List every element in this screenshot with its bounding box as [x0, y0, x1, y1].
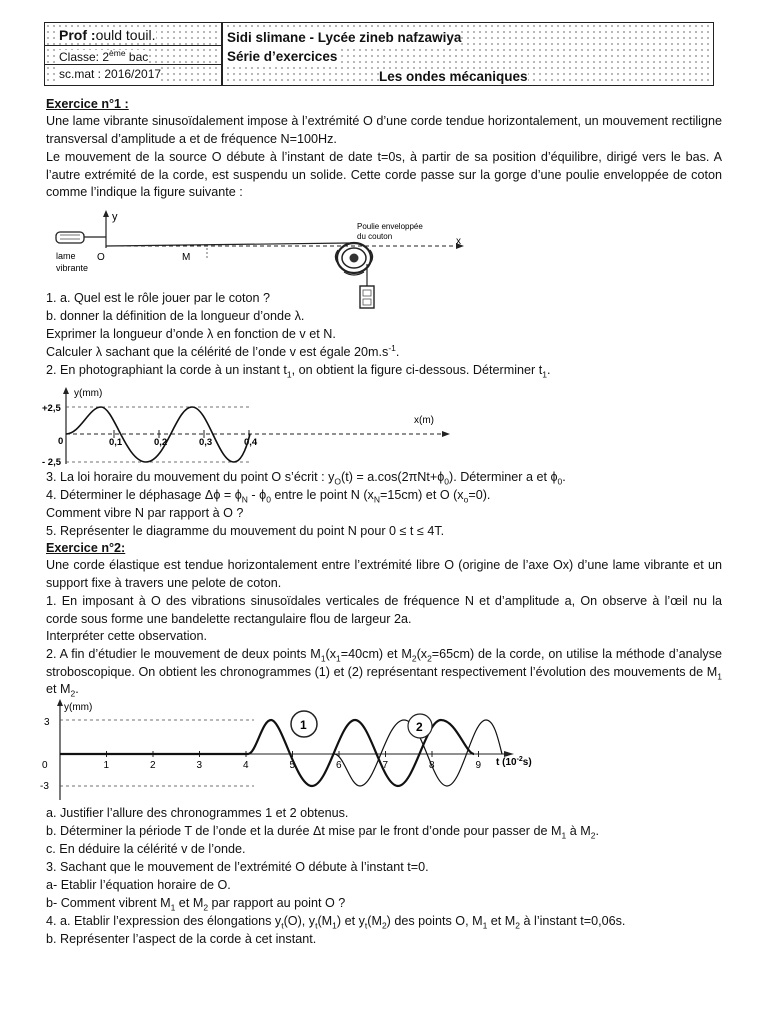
poulie-label-1: Poulie enveloppée [357, 222, 423, 231]
ex1-paragraph-1: Une lame vibrante sinusoïdalement impose à l’extrémité O d’une corde tendue horizontalement, un mouvement rectiligne transversal d’amplitude a et de fréquence N=100Hz. [46, 114, 722, 146]
ex1-question-2: 2. En photographiant la corde à un instant $t_1$, on obtient la figure ci-dessous. Déterminer $t_1$. [46, 363, 551, 380]
t-tick-label: 2 [150, 760, 156, 771]
ex2-question-3b: b- Comment vibrent $M_1$ et $M_2$ par rapport au point O ? [46, 896, 346, 913]
ex1-question-1a: 1. a. Quel est le rôle jouer par le coton ? [46, 291, 271, 305]
t-axis-label: t $(10^{-2}s)$ [496, 756, 532, 768]
ex1-question-4b: Comment vibre N par rapport à O ? [46, 506, 244, 520]
header-separator [221, 23, 223, 85]
point-m-label: M [182, 252, 191, 263]
ex2-question-1b: Interpréter cette observation. [46, 629, 208, 643]
ex2-question-c: c. En déduire la célérité v de l’onde. [46, 842, 246, 856]
ex1-question-4: 4. Déterminer le déphasage $\Delta\phi = \phi_N - \phi_0$ entre le point N $(x_N=15cm)$ et O $(x_o=0)$. [46, 488, 491, 505]
school-name: Sidi slimane - Lycée zineb nafzawiya [227, 30, 462, 45]
ex1-paragraph-2: Le mouvement de la source O débute à l’instant de date t=0s, à partir de sa position d’équilibre, dirigé vers le bas. A l’autre extrémité de la corde, est suspendu un solide. Cette corde passe sur la gorge d’une poulie enveloppée de coton comme l’indique la figure suivante : [46, 150, 722, 200]
t-tick-label: 9 [475, 760, 482, 771]
ex2-question-4a: 4. a. Etablir l’expression des élongations $y_t(O)$, $y_t(M_1)$ et $y_t(M_2)$ des points O, $M_1$ et $M_2$ à l’instant t=0,06s. [46, 914, 626, 931]
t-tick-label: 6 [336, 760, 342, 771]
rope-snapshot-figure [34, 384, 454, 470]
ex2-question-2: 2. A fin d’étudier le mouvement de deux points $M_1(x_1=40cm)$ et $M_2(x_2=65cm)$ de la corde, on utilise la méthode d’analyse stroboscopique. On obtient les chronogrammes (1) et (2) représentant respectivement l’évolution des mouvements de $M_1$ et $M_2$. [46, 647, 722, 699]
x-axis-label: x [456, 236, 461, 247]
chronogram-figure [34, 698, 554, 802]
ex2-question-3a: a- Etablir l’équation horaire de O. [46, 878, 231, 892]
prof-line: Prof :ould touil. [59, 27, 156, 43]
y-tick-bottom: -3 [40, 781, 49, 792]
x-tick-label: 0,4 [244, 437, 258, 448]
t-tick-label: 8 [429, 760, 435, 771]
ex2-question-3: 3. Sachant que le mouvement de l’extrémité O débute à l’instant t=0. [46, 860, 429, 874]
ex2-question-1: 1. En imposant à O des vibrations sinusoïdales verticales de fréquence N et d’amplitude a, On observe à l’œil nu la corde sous forme une bandelette rectangulaire flou de largeur 2a. [46, 594, 722, 626]
x-tick-label: 0,2 [154, 437, 168, 448]
header-divider [45, 64, 221, 65]
ex2-question-4b: b. Représenter l’aspect de la corde à cet instant. [46, 932, 317, 946]
x-axis-label: x(m) [414, 415, 434, 426]
t-tick-label: 5 [289, 760, 296, 771]
chronogram-2-label: 2 [416, 720, 423, 734]
y-tick-top: +2,5 [42, 403, 61, 414]
subject-title: Les ondes mécaniques [379, 69, 528, 84]
x-tick-label: 0,3 [199, 437, 213, 448]
t-tick-label: 3 [196, 760, 203, 771]
vibrante-label: vibrante [56, 263, 89, 273]
t-tick-label: 7 [382, 760, 389, 771]
t-tick-label: 1 [103, 760, 110, 771]
poulie-label-2: du couton [357, 232, 393, 241]
y-tick-zero: 0 [58, 436, 64, 447]
header-divider [45, 45, 221, 46]
series-title: Série d’exercices [227, 49, 338, 64]
ex1-question-1c: Exprimer la longueur d’onde λ en fonction de v et N. [46, 327, 336, 341]
x-ticks [109, 430, 258, 448]
y-tick-bottom: - 2,5 [42, 457, 62, 468]
header-table [44, 22, 714, 86]
ex2-question-b: b. Déterminer la période T de l’onde et la durée Δt mise par le front d’onde pour passer de $M_1$ à $M_2$. [46, 824, 599, 841]
t-tick-label: 0 [42, 760, 48, 771]
class-line: Classe: 2ème bac [59, 48, 149, 64]
t-tick-label: 4 [243, 760, 249, 771]
ex2-question-a: a. Justifier l’allure des chronogrammes 1 et 2 obtenus. [46, 806, 349, 820]
y-axis-label: y(mm) [74, 388, 103, 399]
y-axis-label: y [112, 211, 118, 223]
ex2-title: Exercice n°2: [46, 541, 126, 555]
x-tick-label: 0,1 [109, 437, 123, 448]
ex1-question-1d: Calculer λ sachant que la célérité de l’onde v est égale $20m.s^{-1}$. [46, 342, 400, 359]
ex2-paragraph-1: Une corde élastique est tendue horizontalement entre l’extrémité libre O (origine de l’axe Ox) d’une lame vibrante et un support fixe à travers une pelote de coton. [46, 558, 722, 590]
year-line: sc.mat : 2016/2017 [59, 67, 162, 81]
ex1-question-5: 5. Représenter le diagramme du mouvement du point N pour 0 ≤ t ≤ 4T. [46, 524, 445, 538]
ex1-title: Exercice n°1 : [46, 97, 129, 111]
y-tick-top: 3 [44, 717, 50, 728]
lame-label: lame [56, 251, 76, 261]
ex1-question-3: 3. La loi horaire du mouvement du point O s’écrit : $y_O(t) = a.\cos(2\pi Nt+\phi_0)$. Déterminer a et $\phi_0$. [46, 470, 566, 487]
origin-label: O [97, 252, 105, 263]
ex1-question-1b: b. donner la définition de la longueur d’onde λ. [46, 309, 305, 323]
chronogram-1-label: 1 [300, 718, 307, 732]
y-axis-label: y(mm) [64, 702, 93, 713]
lame-vibrante-icon [56, 232, 84, 243]
